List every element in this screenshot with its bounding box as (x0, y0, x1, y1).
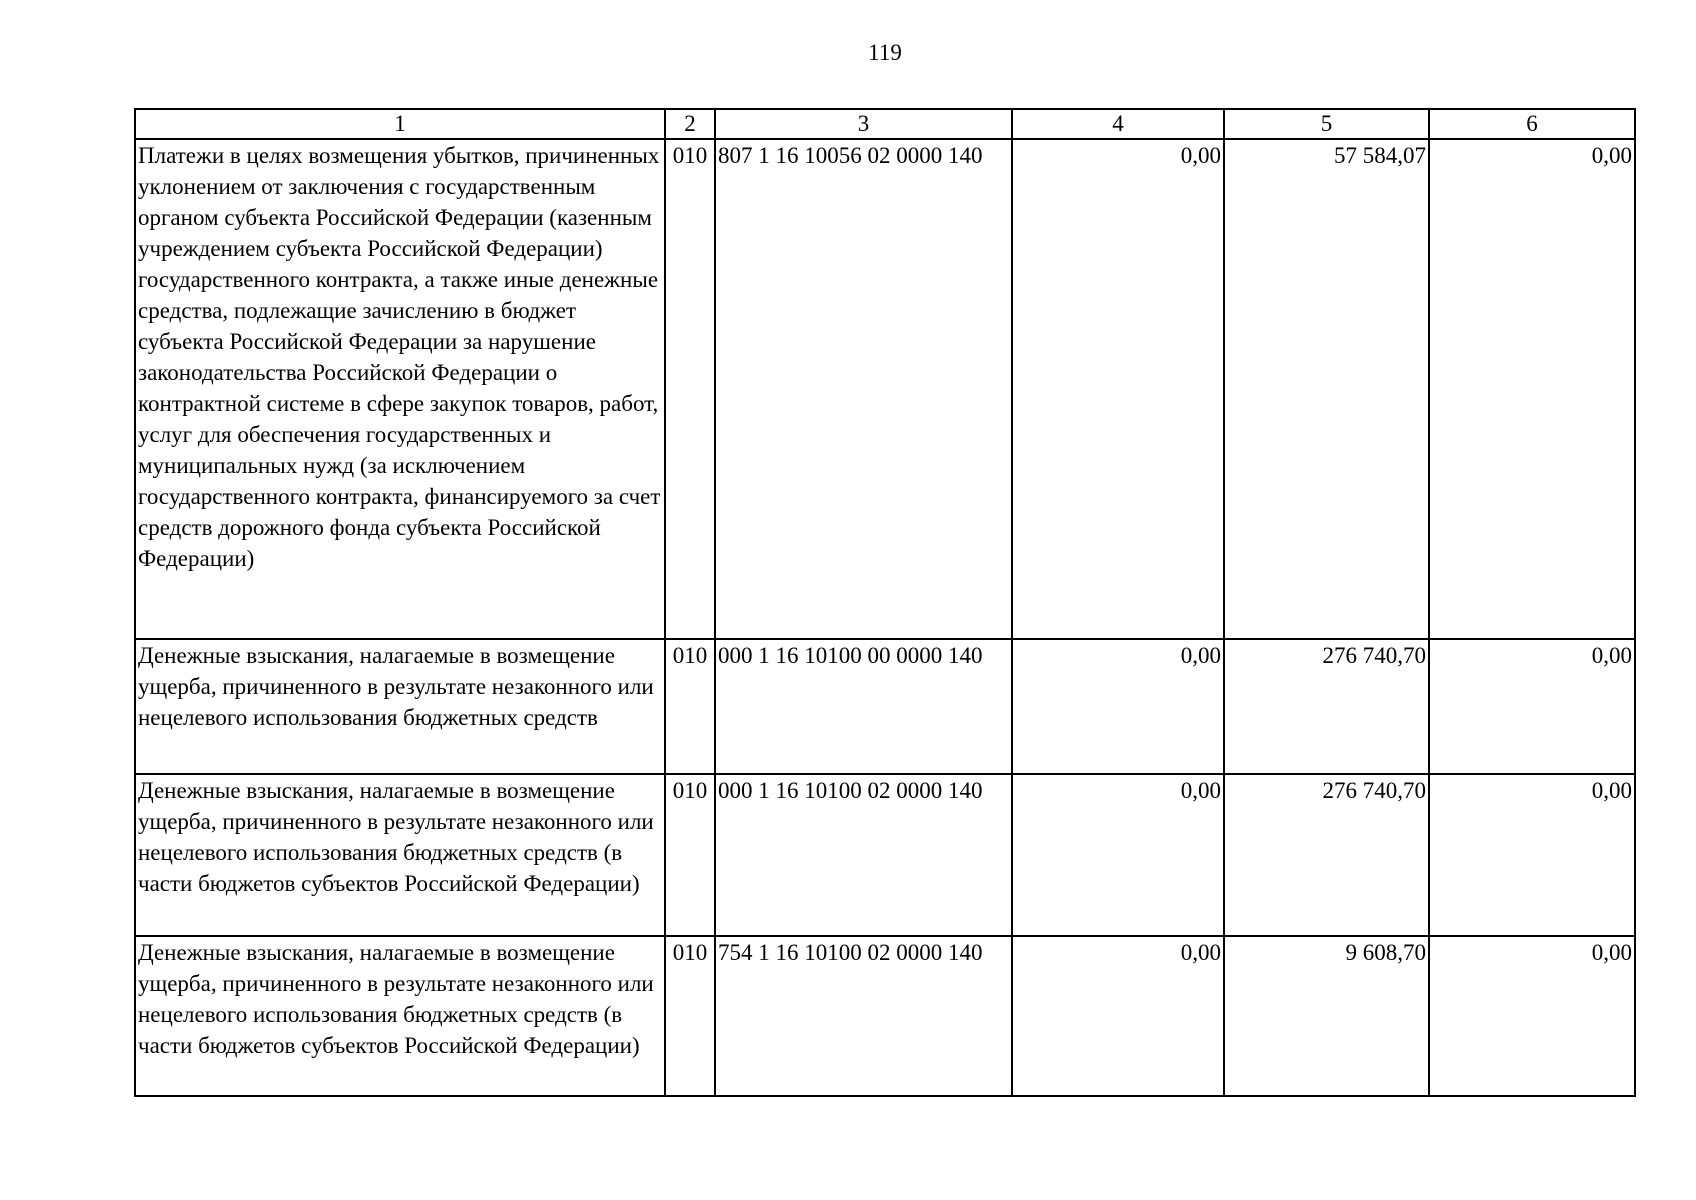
row-column-5-value: 276 740,70 (1224, 774, 1429, 936)
row-budget-code: 000 1 16 10100 02 0000 140 (715, 774, 1012, 936)
table-row (135, 936, 1635, 1096)
row-admin-code: 010 (665, 774, 715, 936)
row-column-6-value: 0,00 (1429, 639, 1635, 774)
row-description: Платежи в целях возмещения убытков, причиненных уклонением от заключения с государственным органом субъекта Российской Федерации (казенным учреждением субъекта Российской Федерации) государственного контракта, а также иные денежные средства, подлежащие зачислению в бюджет субъекта Российской Федерации за нарушение законодательства Российской Федерации о контрактной системе в сфере закупок товаров, работ, услуг для обеспечения государственных и муниципальных нужд (за исключением государственного контракта, финансируемого за счет средств дорожного фонда субъекта Российской Федерации) (135, 139, 665, 639)
column-header-2: 2 (665, 109, 715, 139)
budget-table (134, 108, 1636, 1097)
row-column-4-value: 0,00 (1012, 139, 1224, 639)
row-description: Денежные взыскания, налагаемые в возмещение ущерба, причиненного в результате незаконного или нецелевого использования бюджетных средств (в части бюджетов субъектов Российской Федерации) (135, 936, 665, 1096)
column-header-5: 5 (1224, 109, 1429, 139)
row-column-5-value: 9 608,70 (1224, 936, 1429, 1096)
row-column-6-value: 0,00 (1429, 936, 1635, 1096)
column-header-6: 6 (1429, 109, 1635, 139)
page-number: 119 (868, 40, 902, 65)
row-column-5-value: 276 740,70 (1224, 639, 1429, 774)
row-admin-code: 010 (665, 139, 715, 639)
column-header-3: 3 (715, 109, 1012, 139)
row-admin-code: 010 (665, 936, 715, 1096)
table-header-row (135, 109, 1635, 139)
row-column-6-value: 0,00 (1429, 774, 1635, 936)
table-row (135, 774, 1635, 936)
column-header-1: 1 (135, 109, 665, 139)
row-column-6-value: 0,00 (1429, 139, 1635, 639)
row-column-4-value: 0,00 (1012, 774, 1224, 936)
row-column-4-value: 0,00 (1012, 639, 1224, 774)
row-budget-code: 754 1 16 10100 02 0000 140 (715, 936, 1012, 1096)
row-admin-code: 010 (665, 639, 715, 774)
row-budget-code: 000 1 16 10100 00 0000 140 (715, 639, 1012, 774)
row-description: Денежные взыскания, налагаемые в возмещение ущерба, причиненного в результате незаконного или нецелевого использования бюджетных средств (135, 639, 665, 774)
row-budget-code: 807 1 16 10056 02 0000 140 (715, 139, 1012, 639)
row-column-5-value: 57 584,07 (1224, 139, 1429, 639)
table-row (135, 139, 1635, 639)
row-column-4-value: 0,00 (1012, 936, 1224, 1096)
table-row (135, 639, 1635, 774)
row-description: Денежные взыскания, налагаемые в возмещение ущерба, причиненного в результате незаконного или нецелевого использования бюджетных средств (в части бюджетов субъектов Российской Федерации) (135, 774, 665, 936)
column-header-4: 4 (1012, 109, 1224, 139)
